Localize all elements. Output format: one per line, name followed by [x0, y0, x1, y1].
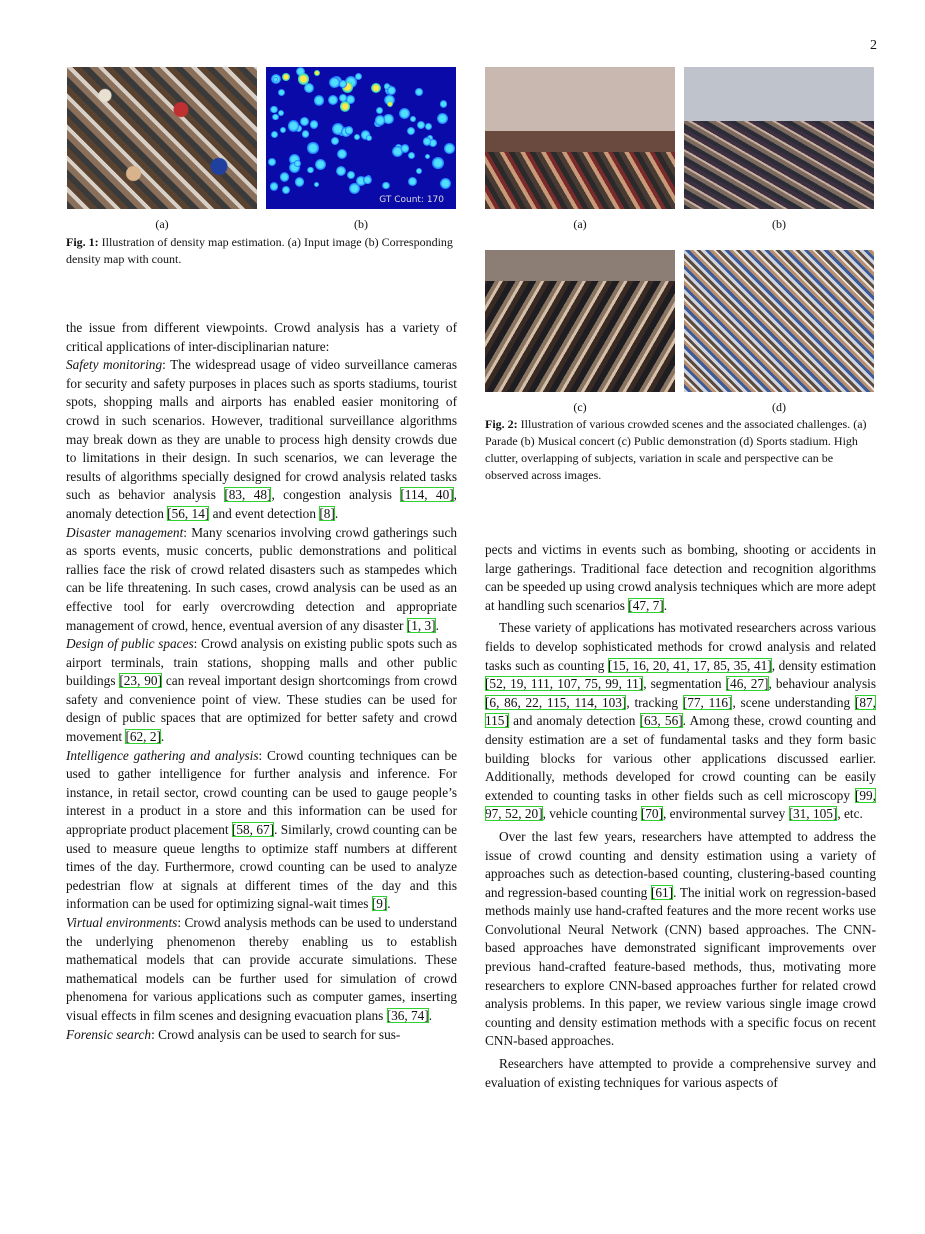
intel-text: . Similarly, crowd counting can be used to measure queue lengths to optimize staff numbers at different times of the day. Furthermore, crowd counting can be used to analyze pedestrian flow at signals at different times of the day and this information can be used for optimizing signal-wait times: [66, 822, 457, 912]
citation-link[interactable]: [1, 3]: [406, 617, 436, 633]
forensic-text: : Crowd analysis can be used to search for sus-: [151, 1026, 401, 1042]
safety-text: .: [334, 505, 339, 521]
design-text: can reveal important design shortcomings from crowd safety and convenience point of view. These studies can be used for design of public spaces that are optimized for better safety and crowd movement: [66, 673, 457, 745]
citation-link[interactable]: [9]: [371, 896, 388, 912]
forensic-paragraph: [66, 1026, 457, 1045]
body-text: . Among these, crowd counting and density estimation are a set of fundamental tasks and they form basic building blocks for various other applications discussed earlier. Additionally, methods developed for crowd counting can be easily extended to counting tasks in other fields such as cell microscopy: [485, 713, 876, 803]
safety-text: , anomaly detection: [66, 487, 457, 521]
density-blob: [282, 186, 290, 194]
disaster-text: : Many scenarios involving crowd gatherings such as sports events, music concerts, public demonstrations and political rallies face the risk of crowd related disasters such as stampedes which can be life threatening. In such cases, crowd analysis can be used as an effective tool for early overcrowding detection and appropriate management of crowd, hence, eventual aversion of any disaster: [66, 524, 457, 633]
citation-link[interactable]: [77, 116]: [682, 694, 733, 710]
body-text: , environmental survey: [663, 806, 789, 822]
density-blob: [268, 158, 276, 166]
density-blob: [425, 123, 432, 130]
intel-paragraph: [66, 747, 457, 914]
density-blob: [340, 101, 350, 111]
fig2-sub-b: (b): [772, 217, 786, 231]
citation-link[interactable]: [47, 7]: [628, 597, 664, 613]
fig2-concert-image: [684, 67, 874, 209]
density-blob: [417, 121, 425, 129]
citation-link[interactable]: [87, 115]: [485, 694, 876, 729]
disaster-heading: Disaster management: [66, 524, 184, 540]
intro-text: the issue from different viewpoints. Crowd analysis has a variety of critical applications of inter-disciplinarian nature:: [66, 320, 457, 354]
citation-link[interactable]: [114, 40]: [400, 487, 454, 503]
applications-paragraph: [485, 619, 876, 824]
body-text: , vehicle counting: [542, 806, 641, 822]
citation-link[interactable]: [70]: [640, 806, 664, 822]
body-text: .: [663, 597, 668, 613]
density-blob: [302, 130, 309, 137]
citation-link[interactable]: [83, 48]: [224, 487, 272, 503]
density-blob: [355, 73, 362, 80]
density-blob: [280, 172, 289, 181]
virtual-text: .: [428, 1007, 433, 1023]
density-blob: [416, 168, 422, 174]
density-blob: [295, 177, 304, 186]
approaches-paragraph: [485, 828, 876, 1051]
citation-link[interactable]: [6, 86, 22, 115, 114, 103]: [485, 694, 627, 710]
body-text: . The initial work on regression-based methods mainly use hand-crafted features and the more recent works use Convolutional Neural Network (CNN) based approaches. The CNN-based approaches have demonstrated significant improvements over previous hand-crafted feature-based methods, thus, motivating more researchers to explore CNN-based approaches further for related crowd analysis problems. In this paper, we review various single image crowd counting and density estimation methods with a specific focus on recent CNN-based approaches.: [485, 884, 876, 1049]
density-blob: [307, 142, 318, 153]
fig1-sub-a: (a): [155, 217, 169, 231]
density-blob: [440, 178, 451, 189]
citation-link[interactable]: [8]: [319, 505, 335, 521]
density-blob: [315, 159, 326, 170]
body-text: , segmentation: [643, 676, 726, 692]
density-blob: [282, 73, 290, 81]
citation-link[interactable]: [46, 27]: [725, 676, 769, 692]
density-blob: [294, 160, 301, 167]
citation-link[interactable]: [15, 16, 20, 41, 17, 85, 35, 41]: [607, 657, 772, 673]
safety-text: , congestion analysis: [271, 487, 401, 503]
density-blob: [407, 127, 415, 135]
design-paragraph: [66, 635, 457, 747]
density-blob: [408, 152, 415, 159]
fig1-caption-text: Illustration of density map estimation. (a) Input image (b) Corresponding density map with count.: [66, 235, 453, 266]
survey-paragraph: [485, 1055, 876, 1092]
fig1-sub-b: (b): [354, 217, 368, 231]
citation-link[interactable]: [31, 105]: [788, 806, 838, 822]
density-blob: [314, 182, 319, 187]
safety-text: : The widespread usage of video surveillance cameras for security and safety purposes in places such as sports stadiums, tourist spots, shopping malls and airports has enabled easier monitoring of crowd in such scenarios. However, traditional surveillance algorithms may break down as they are unable to process high density crowds due to limitations in their design. In such scenarios, we can leverage the results of algorithms specially designed for crowd analysis related tasks such as behavior analysis: [66, 357, 457, 503]
design-text: .: [160, 729, 165, 745]
density-blob: [280, 127, 287, 134]
fig2-caption-text: Illustration of various crowded scenes and the associated challenges. (a) Parade (b) Musical concert (c) Public demonstration (d) Sports stadium. High clutter, overlapping of subjects, variation in scale and perspective can be observed across images.: [485, 417, 867, 482]
citation-link[interactable]: [52, 19, 111, 107, 75, 99, 11]: [485, 676, 644, 692]
safety-paragraph: [66, 356, 457, 523]
citation-link[interactable]: [99, 97, 52, 20]: [485, 787, 876, 822]
citation-link[interactable]: [23, 90]: [119, 673, 162, 689]
density-blob: [382, 182, 389, 189]
density-blob: [408, 177, 417, 186]
density-blob: [387, 101, 393, 107]
fig1-caption-label: Fig. 1:: [66, 235, 99, 249]
safety-heading: Safety monitoring: [66, 357, 163, 373]
density-blob: [432, 157, 443, 168]
density-blob: [366, 135, 372, 141]
density-blob: [376, 107, 383, 114]
density-blob: [271, 131, 278, 138]
fig1-density-map: [266, 67, 456, 209]
density-blob: [423, 137, 431, 145]
design-text: : Crowd analysis on existing public spots such as airport terminals, train stations, shopping malls and other public buildings: [66, 636, 457, 689]
density-blob: [345, 126, 353, 134]
density-blob: [444, 143, 455, 154]
density-blob: [437, 113, 449, 125]
density-blob: [300, 117, 309, 126]
density-blob: [363, 176, 372, 185]
intel-heading: Intelligence gathering and analysis: [66, 747, 259, 763]
density-blob: [278, 110, 285, 117]
body-text: pects and victims in events such as bombing, shooting or accidents in large gatherings. Traditional face detection and recognition algorithms can be speeded up using crowd analysis techniques which are more adept at handling such scenarios: [485, 542, 876, 613]
body-text: Researchers have attempted to provide a comprehensive survey and evaluation of existing techniques for various aspects of: [485, 1056, 876, 1090]
left-column: [66, 319, 457, 1044]
fig2-caption: [485, 416, 876, 484]
density-blob: [298, 73, 310, 85]
virtual-paragraph: [66, 914, 457, 1026]
density-blob: [304, 83, 314, 93]
design-heading: Design of public spaces: [66, 636, 194, 652]
right-column: [485, 541, 876, 1092]
fig2-sub-c: (c): [573, 400, 587, 414]
density-blob: [273, 77, 278, 82]
citation-link[interactable]: [63, 56]: [639, 713, 683, 729]
disaster-text: .: [435, 617, 439, 633]
body-text: Over the last few years, researchers have attempted to address the issue of crowd counting and density estimation using a variety of approaches such as detection-based counting, clustering-based counting and regression-based counting: [485, 828, 876, 900]
density-blob: [270, 106, 278, 114]
density-blob: [415, 88, 422, 95]
density-blob: [314, 70, 320, 76]
density-blob: [425, 154, 430, 159]
citation-link[interactable]: [62, 2]: [125, 729, 161, 745]
safety-text: and event detection: [209, 505, 320, 521]
density-blob: [336, 166, 346, 176]
body-text: These variety of applications has motivated researchers across various fields to develop sophisticated methods for crowd analysis and related tasks such as counting: [485, 620, 876, 673]
citation-link[interactable]: [58, 67]: [231, 822, 275, 838]
density-blob: [310, 120, 319, 129]
fig2-caption-label: Fig. 2:: [485, 417, 518, 431]
fig2-parade-image: [485, 67, 675, 209]
intel-text: : Crowd counting techniques can be used to gather intelligence for further analysis and inference. For instance, in retail sector, crowd counting can be used to gauge people’s interest in a product in a store and this information can be used for appropriate product placement: [66, 747, 457, 838]
page-number: 2: [870, 38, 877, 53]
forensic-continuation: [485, 541, 876, 615]
density-blob: [307, 167, 313, 173]
intro-paragraph: [66, 319, 457, 356]
density-blob: [354, 134, 360, 140]
density-blob: [440, 100, 447, 107]
gt-count-label: GT Count: 170: [379, 195, 444, 205]
citation-link[interactable]: [56, 14]: [167, 505, 210, 521]
body-text: , etc.: [837, 806, 863, 822]
fig2-sub-a: (a): [573, 217, 587, 231]
density-blob: [347, 171, 355, 179]
density-blob: [328, 95, 338, 105]
density-blob: [387, 86, 396, 95]
fig2-sub-d: (d): [772, 400, 786, 414]
body-text: , density estimation: [771, 657, 877, 673]
density-blob: [383, 114, 393, 124]
fig2-demonstration-image: [485, 250, 675, 392]
forensic-heading: Forensic search: [66, 1026, 152, 1042]
density-blob: [375, 115, 385, 125]
density-blob: [270, 182, 279, 191]
fig2-stadium-image: [684, 250, 874, 392]
intel-text: .: [387, 896, 391, 912]
density-blob: [331, 137, 339, 145]
density-blob: [399, 108, 411, 120]
virtual-text: : Crowd analysis methods can be used to understand the underlying phenomenon thereby enabling us to establish mathematical models that can provide accurate simulations. These mathematical models can be further used for simulation of crowd phenomena for various applications such as computer games, inserting visual effects in film scenes and designing evacuation plans: [66, 915, 457, 1023]
body-text: , behaviour analysis: [768, 676, 877, 692]
virtual-heading: Virtual environments: [66, 915, 178, 930]
citation-link[interactable]: [36, 74]: [386, 1007, 429, 1023]
body-text: and anomaly detection: [508, 713, 640, 729]
density-blob: [278, 89, 285, 96]
density-blob: [314, 95, 324, 105]
fig1-caption: [66, 234, 457, 268]
density-blob: [410, 116, 416, 122]
citation-link[interactable]: [61]: [650, 884, 674, 900]
density-blob: [371, 83, 381, 93]
fig1-input-image: [67, 67, 257, 209]
body-text: , scene understanding: [732, 694, 855, 710]
body-text: , tracking: [626, 694, 683, 710]
density-blob: [401, 144, 410, 153]
disaster-paragraph: [66, 524, 457, 636]
density-blob: [337, 149, 347, 159]
